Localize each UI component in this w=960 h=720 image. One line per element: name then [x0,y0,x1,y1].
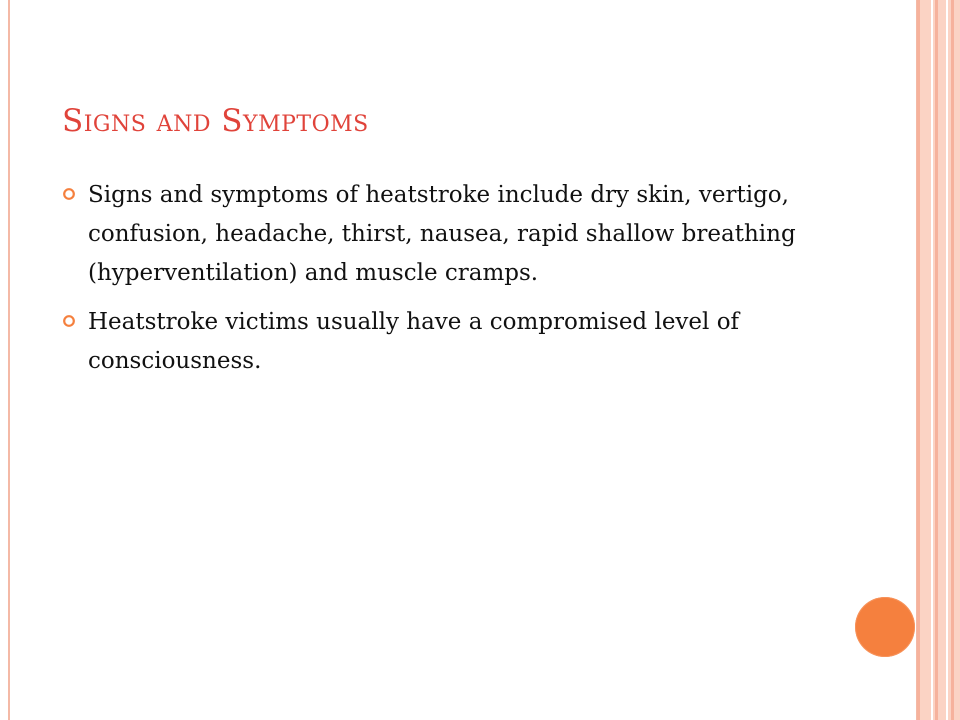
right-decorative-band [918,0,960,720]
band-stripe [931,0,933,720]
bullet-text: Heatstroke victims usually have a compromised level of consciousness. [88,309,740,374]
orange-circle-decoration [855,597,915,657]
bullet-list [62,176,822,391]
hollow-circle-bullet-icon [62,187,76,201]
slide-title: Signs and Symptoms [62,103,369,139]
left-border-line [8,0,10,720]
bullet-text: Signs and symptoms of heatstroke include dry skin, vertigo, confusion, headache, thirst, nausea, rapid shallow breathing (hyperventilation) and muscle cramps. [88,182,796,286]
band-stripe [946,0,948,720]
hollow-circle-bullet-icon [62,314,76,328]
band-stripe [951,0,954,720]
band-stripe [917,0,920,720]
list-item [62,176,822,293]
band-stripe [935,0,938,720]
list-item [62,303,822,381]
